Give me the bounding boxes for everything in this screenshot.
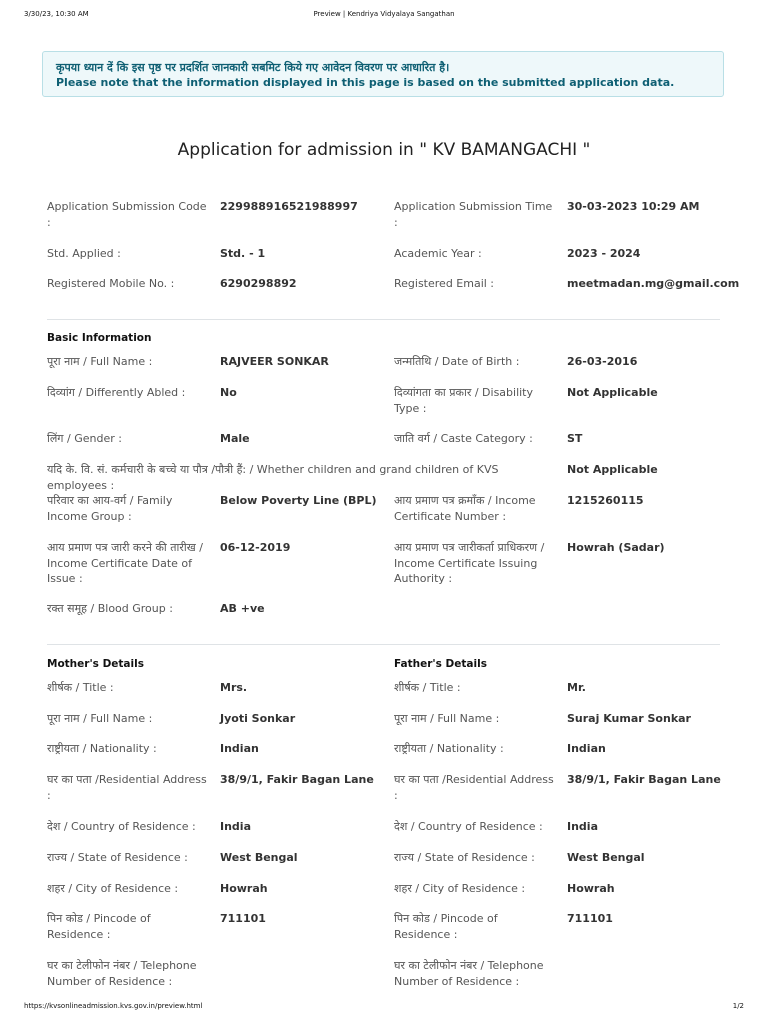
field-label: Application Submission Time : (394, 200, 553, 229)
field-label: यदि के. वि. सं. कर्मचारी के बच्चे या पौत्र /पौत्री हैं: / Whether children and grand children of KVS employees : (47, 463, 499, 492)
field-label: घर का टेलीफोन नंबर / Telephone Number of Residence : (394, 959, 544, 988)
field-label: Application Submission Code : (47, 200, 207, 229)
field-label: राष्ट्रीयता / Nationality : (47, 742, 157, 755)
field-value: 30-03-2023 10:29 AM (567, 200, 700, 213)
print-page-number: 1/2 (732, 1002, 744, 1010)
field-label: Registered Mobile No. : (47, 277, 175, 290)
field-value: AB +ve (220, 602, 265, 615)
field-value: ST (567, 432, 583, 445)
field-label: Registered Email : (394, 277, 495, 290)
field-label: दिव्यांग / Differently Abled : (47, 386, 186, 399)
field-value: 711101 (567, 912, 613, 925)
field-label: शहर / City of Residence : (47, 882, 179, 895)
field-label: शहर / City of Residence : (394, 882, 526, 895)
field-value: 06-12-2019 (220, 541, 291, 554)
field-value: 711101 (220, 912, 266, 925)
field-label: घर का पता /Residential Address : (47, 773, 207, 802)
notice-box (42, 51, 724, 97)
field-value: Jyoti Sonkar (220, 712, 296, 725)
field-label: आय प्रमाण पत्र क्रमाँक / Income Certificate Number : (394, 494, 536, 523)
field-label: घर का टेलीफोन नंबर / Telephone Number of Residence : (47, 959, 197, 988)
field-label: शीर्षक / Title : (394, 681, 461, 694)
print-page-title: Preview | Kendriya Vidyalaya Sangathan (313, 10, 455, 18)
print-footer (24, 1002, 744, 1014)
field-value: Std. - 1 (220, 247, 266, 260)
print-header (24, 10, 744, 22)
field-value: Howrah (Sadar) (567, 541, 665, 554)
field-label: पूरा नाम / Full Name : (394, 712, 500, 725)
field-value: 1215260115 (567, 494, 644, 507)
notice-english: Please note that the information displayed in this page is based on the submitted application data. (56, 76, 675, 89)
field-label: पूरा नाम / Full Name : (47, 712, 153, 725)
mother-details-heading: Mother's Details (47, 658, 144, 670)
field-label: राज्य / State of Residence : (394, 851, 535, 864)
application-title: Application for admission in " KV BAMANGACHI " (177, 140, 591, 160)
field-label: पिन कोड / Pincode of Residence : (394, 912, 498, 941)
print-datetime: 3/30/23, 10:30 AM (24, 10, 89, 18)
section-divider (47, 319, 720, 320)
field-value: Suraj Kumar Sonkar (567, 712, 691, 725)
field-value: 2023 - 2024 (567, 247, 641, 260)
field-label: Std. Applied : (47, 247, 121, 260)
field-value: 6290298892 (220, 277, 297, 290)
field-value: Mrs. (220, 681, 248, 694)
field-label: रक्त समूह / Blood Group : (47, 602, 173, 615)
father-details-heading: Father's Details (394, 658, 487, 670)
field-value: 26-03-2016 (567, 355, 638, 368)
field-label: लिंग / Gender : (47, 432, 122, 445)
field-label: पिन कोड / Pincode of Residence : (47, 912, 151, 941)
field-value: India (567, 820, 598, 833)
field-value: Male (220, 432, 250, 445)
field-label: दिव्यांगता का प्रकार / Disability Type : (394, 386, 534, 415)
field-value: West Bengal (220, 851, 298, 864)
basic-info-heading: Basic Information (47, 332, 152, 344)
field-label: आय प्रमाण पत्र जारीकर्ता प्राधिकरण / Income Certificate Issuing Authority : (394, 541, 545, 585)
field-value: meetmadan.mg@gmail.com (567, 277, 740, 290)
field-value: India (220, 820, 251, 833)
print-url: https://kvsonlineadmission.kvs.gov.in/preview.html (24, 1002, 203, 1010)
field-value: 38/9/1, Fakir Bagan Lane (567, 773, 721, 786)
field-value: No (220, 386, 237, 399)
field-label: घर का पता /Residential Address : (394, 773, 554, 802)
section-divider (47, 644, 720, 645)
field-value: Indian (220, 742, 259, 755)
field-label: राष्ट्रीयता / Nationality : (394, 742, 504, 755)
field-value: RAJVEER SONKAR (220, 355, 329, 368)
field-value: West Bengal (567, 851, 645, 864)
notice-hindi: कृपया ध्यान दें कि इस पृष्ठ पर प्रदर्शित जानकारी सबमिट किये गए आवेदन विवरण पर आधारित है। (56, 61, 450, 74)
field-value: 38/9/1, Fakir Bagan Lane (220, 773, 374, 786)
field-label: पूरा नाम / Full Name : (47, 355, 153, 368)
field-value: Indian (567, 742, 606, 755)
field-value: Not Applicable (567, 463, 658, 476)
field-label: आय प्रमाण पत्र जारी करने की तारीख / Income Certificate Date of Issue : (47, 541, 203, 585)
field-label: देश / Country of Residence : (394, 820, 543, 833)
field-label: जाति वर्ग / Caste Category : (394, 432, 533, 445)
field-label: शीर्षक / Title : (47, 681, 114, 694)
field-label: Academic Year : (394, 247, 482, 260)
field-value: 229988916521988997 (220, 200, 358, 213)
field-label: राज्य / State of Residence : (47, 851, 188, 864)
field-value: Howrah (220, 882, 268, 895)
field-label: जन्मतिथि / Date of Birth : (394, 355, 520, 368)
field-value: Howrah (567, 882, 615, 895)
field-value: Not Applicable (567, 386, 658, 399)
field-value: Below Poverty Line (BPL) (220, 494, 377, 507)
field-value: Mr. (567, 681, 586, 694)
field-label: परिवार का आय-वर्ग / Family Income Group : (47, 494, 173, 523)
field-label: देश / Country of Residence : (47, 820, 196, 833)
